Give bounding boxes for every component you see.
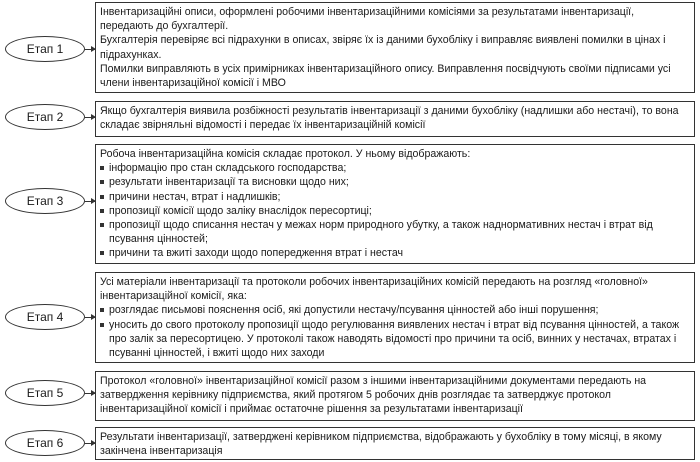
stage-3-arrow [85, 201, 95, 202]
stage-5-arrow [85, 393, 95, 394]
stage-1-arrow [85, 49, 95, 50]
stage-4-label: Етап 4 [26, 310, 64, 324]
stage-5-text: Протокол «головної» інвентаризаційної комісії разом з іншими інвентаризаційними документами передають на затвердження керівнику підприємства, який протягом 5 робочих днів розглядає та затверджує протокол інвентаризаційної комісії і приймає остаточне рішення за результатами інвентаризації [100, 375, 647, 416]
stage-3-list [100, 161, 690, 260]
stage-2-ellipse [5, 104, 85, 130]
list-item: уносить до свого протоколу пропозиції щодо регулювання виявлених нестач і втрат від псування цінностей, а також про залік за пересортицею. У протоколі також наводять відомості про причини та осіб, винних у нестачах, втратах і псуванні цінностей, і вжиті щодо них заходи [100, 318, 690, 361]
stage-3-ellipse [5, 188, 85, 214]
stage-2-text: Якщо бухгалтерія виявила розбіжності результатів інвентаризації з даними бухобліку (надлишки або нестачі), то вона складає звірняльні відомості і передає їх інвентаризаційній комісії [100, 105, 679, 132]
list-item: причини та вжиті заходи щодо попередження втрат і нестач [100, 246, 690, 260]
stage-6-box [95, 427, 695, 460]
stage-5-label: Етап 5 [26, 386, 64, 400]
stage-4-ellipse [5, 304, 85, 330]
stage-1-text-2: Бухгалтерія перевіряє всі підрахунки в описах, звіряє їх із даними бухобліку і виправляє виявлені помилки в цінах і підрахунках. [100, 34, 666, 61]
stage-3-label: Етап 3 [26, 194, 64, 208]
stage-6-label: Етап 6 [26, 436, 64, 450]
stage-6-text: Результати інвентаризації, затверджені керівником підприємства, відображають у бухобліку в тому місяці, в якому закінчена інвентаризація [100, 431, 662, 458]
list-item: результати інвентаризації та висновки щодо них; [100, 175, 690, 189]
list-item: розглядає письмові пояснення осіб, які допустили нестачу/псування цінностей або інші порушення; [100, 303, 690, 317]
stage-3-box [95, 144, 695, 264]
stage-1-text-1: Інвентаризаційні описи, оформлені робочими інвентаризаційними комісіями за результатами інвентаризації, передають до бухгалтерії. [100, 6, 635, 33]
stage-5-box [95, 371, 695, 421]
stage-4-intro: Усі матеріали інвентаризації та протоколи робочих інвентаризаційних комісій передають на розгляд «головної» інвентаризаційної комісії, яка: [100, 276, 648, 303]
stage-2-label: Етап 2 [26, 110, 64, 124]
stage-1-text-3: Помилки виправляють в усіх примірниках інвентаризаційного опису. Виправлення посвідчують своїми підписами усі члени інвентаризаційної комісії і МВО [100, 62, 671, 90]
stage-6-ellipse [5, 430, 85, 456]
stage-6-arrow [85, 443, 95, 444]
list-item: пропозиції щодо списання нестач у межах норм природного убутку, а також наднормативних нестач і втрат від псування цінностей; [100, 218, 690, 246]
stage-1-label: Етап 1 [26, 42, 64, 56]
stage-4-arrow [85, 317, 95, 318]
list-item: причини нестач, втрат і надлишків; [100, 190, 690, 204]
stage-3-intro: Робоча інвентаризаційна комісія складає протокол. У ньому відображають: [100, 148, 471, 160]
stage-1-ellipse [5, 36, 85, 62]
stage-2-box [95, 101, 695, 137]
stage-4-list [100, 303, 690, 360]
stage-1-box [95, 2, 695, 93]
stage-4-box [95, 272, 695, 363]
stage-2-arrow [85, 117, 95, 118]
stage-5-ellipse [5, 380, 85, 406]
list-item: інформацію про стан складського господарства; [100, 161, 690, 175]
list-item: пропозиції комісії щодо заліку внаслідок пересортиці; [100, 204, 690, 218]
